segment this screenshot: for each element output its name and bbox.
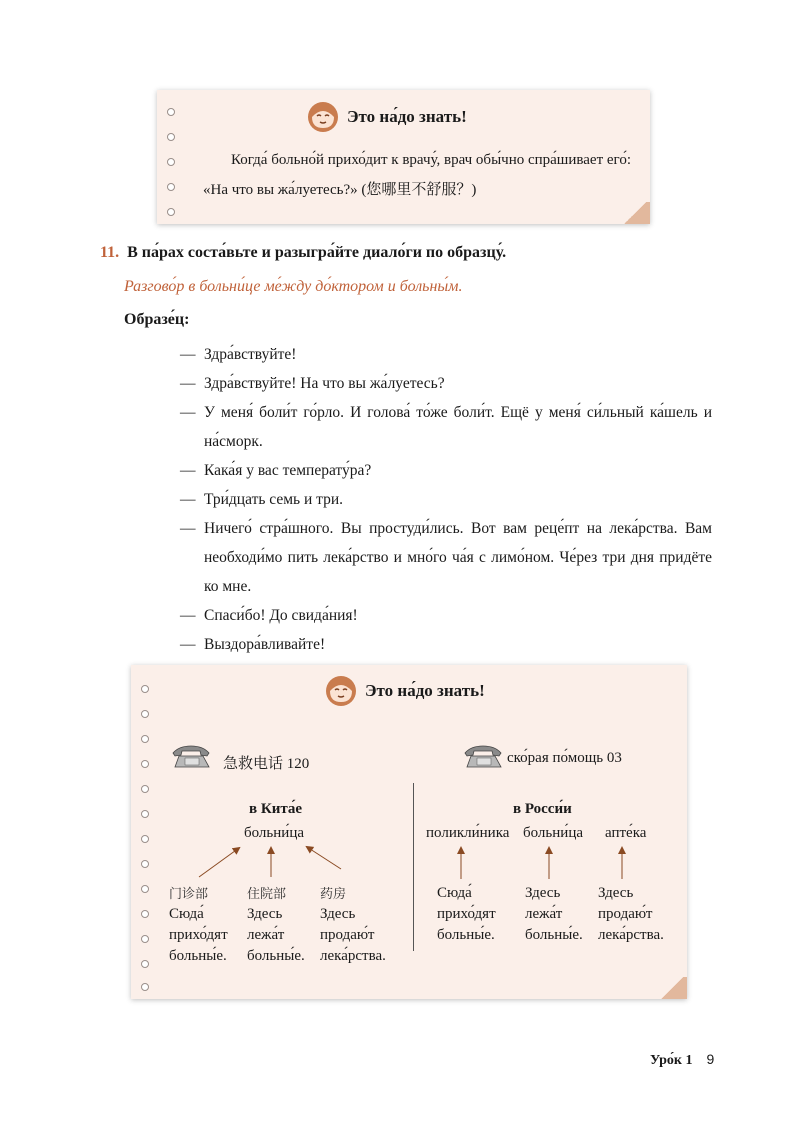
binder-hole — [141, 960, 149, 968]
dash: — — [180, 520, 196, 537]
sample-label: Образе́ц: — [124, 311, 190, 328]
exercise-instruction: В па́рах соста́вьте и разыгра́йте диало́ги по образцу́. — [127, 244, 507, 261]
china-col-cn-label: 门诊部 — [169, 887, 209, 902]
dialog-line-text: Спаси́бо! До свида́ния! — [204, 607, 358, 624]
binder-hole — [141, 983, 149, 991]
dialog-line — [180, 630, 712, 659]
dialog-line — [180, 369, 712, 398]
page-footer — [650, 1051, 714, 1069]
binder-hole — [167, 108, 175, 116]
dash: — — [180, 404, 196, 421]
dash: — — [180, 375, 196, 392]
russia-hospital-word: больни́ца — [523, 825, 583, 841]
binder-hole — [141, 735, 149, 743]
dialog-line-text: Кака́я у вас температу́ра? — [204, 462, 372, 479]
binder-hole — [141, 835, 149, 843]
page-number: 9 — [706, 1051, 715, 1067]
china-col-desc: Здесь лежа́т больны́е. — [247, 906, 305, 964]
phone-china-label: 急救电话 120 — [223, 756, 310, 772]
column-divider — [413, 783, 414, 951]
dash: — — [180, 491, 196, 508]
dialog-line — [180, 398, 712, 456]
exercise-subtitle: Разгово́р в больни́це ме́жду до́ктором и больны́м. — [124, 278, 463, 295]
binder-hole — [141, 885, 149, 893]
dialog-line — [180, 340, 712, 369]
russia-col-desc: Здесь продаю́т лека́рства. — [598, 885, 664, 943]
dialog-line-text: Выздора́вливайте! — [204, 636, 326, 653]
note-text-line: «На что вы жа́луетесь?» (您哪里不舒服？) — [203, 182, 477, 198]
binder-hole — [141, 910, 149, 918]
face-icon — [325, 675, 357, 707]
dialog-line-text: Здра́вствуйте! — [204, 346, 297, 363]
binder-hole — [141, 785, 149, 793]
binder-hole — [141, 685, 149, 693]
dash: — — [180, 462, 196, 479]
binder-hole — [141, 860, 149, 868]
binder-hole — [167, 133, 175, 141]
dialog-line-text: Три́дцать семь и три. — [204, 491, 344, 508]
russia-col-desc: Здесь лежа́т больны́е. — [525, 885, 583, 943]
russia-col-desc: Сюда́ прихо́дят больны́е. — [437, 885, 496, 943]
china-hospital-word: больни́ца — [244, 825, 304, 841]
dash: — — [180, 346, 196, 363]
phone-russia-label: ско́рая по́мощь 03 — [507, 750, 622, 766]
dialog-line — [180, 485, 712, 514]
binder-hole — [141, 760, 149, 768]
dialog-line-text: Ничего́ стра́шного. Вы простуди́лись. Вот вам реце́пт на лека́рства. Вам необходи́мо пить лека́рство и мно́го ча́я с лимо́ном. Че́рез три дня придёте ко мне. — [204, 520, 712, 595]
telephone-icon — [463, 745, 505, 769]
china-col-desc: Сюда́ прихо́дят больны́е. — [169, 906, 228, 964]
lesson-label: Уро́к 1 — [650, 1053, 693, 1068]
dialog-line-text: У меня́ боли́т го́рло. И голова́ то́же боли́т. Ещё у меня́ си́льный ка́шель и на́сморк. — [204, 404, 712, 450]
note-title-text: Это на́до знать! — [365, 681, 485, 700]
russia-clinic-word: поликли́ника — [426, 825, 510, 841]
face-icon — [307, 101, 339, 133]
dash: — — [180, 636, 196, 653]
dialog — [180, 340, 712, 659]
binder-hole — [167, 208, 175, 216]
binder-hole — [141, 810, 149, 818]
china-heading: в Кита́е — [249, 801, 303, 817]
china-col-cn-label: 住院部 — [247, 887, 287, 902]
binder-hole — [141, 935, 149, 943]
page-fold — [657, 977, 687, 999]
arrow — [307, 847, 341, 869]
note-title-text: Это на́до знать! — [347, 107, 467, 126]
binder-hole — [167, 158, 175, 166]
dash: — — [180, 607, 196, 624]
exercise-heading — [100, 244, 506, 262]
note-card-bottom — [131, 665, 687, 999]
binder-hole — [167, 183, 175, 191]
note-title — [325, 675, 485, 707]
note-card-top — [157, 90, 650, 224]
china-col-desc: Здесь продаю́т лека́рства. — [320, 906, 386, 964]
exercise-number: 11. — [100, 244, 120, 261]
china-col-cn-label: 药房 — [320, 887, 347, 902]
page-fold — [620, 202, 650, 224]
note-text-line: Когда́ больно́й прихо́дит к врачу́, врач обы́чно спра́шивает его́: — [231, 152, 631, 168]
note-title — [307, 101, 467, 133]
dialog-line — [180, 456, 712, 485]
dialog-line — [180, 514, 712, 601]
russia-heading: в Росси́и — [513, 801, 572, 817]
dialog-line-text: Здра́вствуйте! На что вы жа́луетесь? — [204, 375, 445, 392]
russia-pharmacy-word: апте́ка — [605, 825, 647, 841]
arrow — [199, 848, 239, 877]
binder-hole — [141, 710, 149, 718]
telephone-icon — [171, 745, 213, 769]
dialog-line — [180, 601, 712, 630]
